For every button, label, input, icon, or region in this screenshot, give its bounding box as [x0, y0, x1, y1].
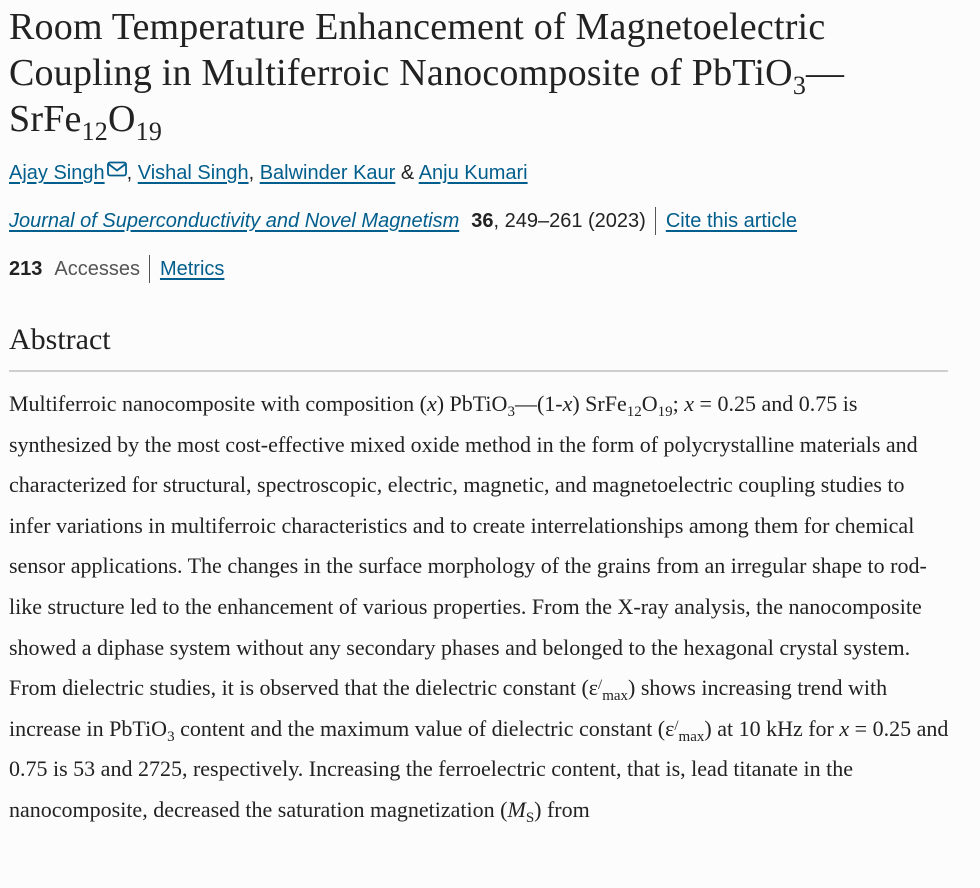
accesses-label: Accesses [54, 257, 140, 280]
journal-pages-year: , 249–261 (2023) [493, 209, 646, 232]
abstract-text: Multiferroic nanocomposite with composition (x) PbTiO$_3$—(1-x) $SrFe_{12}O_{19}$; x = 0.25 and 0.75 is synthesized by the most cost-effective mixed oxide method in the form of polycrystalline materials and characterized for structural, spectroscopic, electric, magnetic, and magnetoelectric coupling studies to infer variations in multiferroic characteristics and to create interrelationships among them for chemical sensor applications. The changes in the surface morphology of the grains from an irregular shape to rod-like structure led to the enhancement of various properties. From the X-ray analysis, the nanocomposite showed a diphase system without any secondary phases and belonged to the hexagonal crystal system. From dielectric studies, it is observed that the dielectric constant $(\varepsilon^/_{max})$ shows increasing trend with increase in PbTiO$_3$ content and the maximum value of dielectric constant $(\varepsilon^/_{max})$ at 10 kHz for x = 0.25 and 0.75 is 53 and 2725, respectively. Increasing the ferroelectric content, that is, lead titanate in the nanocomposite, decreased the saturation magnetization $(M_S)$ from [9, 391, 949, 826]
journal-name-link[interactable]: Journal of Superconductivity and Novel Magnetism [9, 209, 460, 232]
author-link-ajay-singh[interactable]: Ajay Singh [9, 162, 105, 184]
author-list: Ajay Singh , Vishal Singh, Balwinder Kaur & Anju Kumari [9, 162, 528, 184]
journal-info [9, 206, 980, 236]
abstract-heading: Abstract [9, 323, 111, 356]
journal-volume: 36 [471, 209, 494, 232]
email-icon[interactable] [107, 160, 127, 183]
author-link-vishal-singh[interactable]: Vishal Singh [137, 162, 249, 184]
author-link-balwinder-kaur[interactable]: Balwinder Kaur [259, 162, 396, 184]
divider [655, 207, 656, 235]
divider [149, 255, 150, 283]
metrics-link[interactable]: Metrics [159, 257, 225, 280]
article-metrics [9, 254, 980, 284]
accesses-count: 213 [9, 257, 43, 280]
article-title: Room Temperature Enhancement of Magnetoelectric Coupling in Multiferroic Nanocomposite of $PbTiO_3—SrFe_{12}O_{19}$ [9, 6, 845, 146]
author-link-anju-kumari[interactable]: Anju Kumari [418, 162, 528, 184]
cite-article-link[interactable]: Cite this article [665, 209, 797, 232]
section-divider [9, 370, 948, 372]
